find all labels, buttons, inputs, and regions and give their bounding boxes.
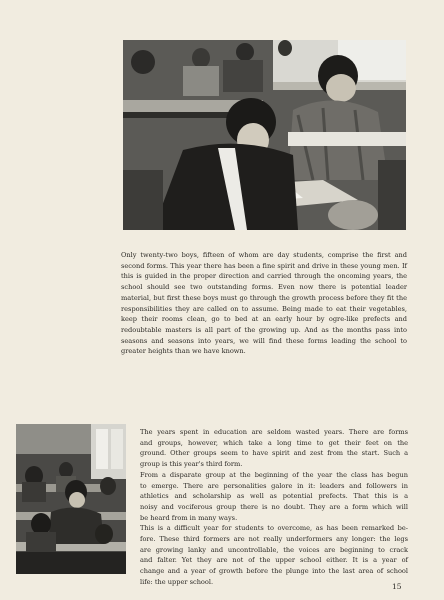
third-form-line: be heard from in many ways. xyxy=(140,513,238,522)
third-form-line: From a disparate group at the beginning of the year the class has begun xyxy=(140,470,408,479)
third-form-line: life: the upper school. xyxy=(140,577,214,586)
third-form-paragraph xyxy=(140,427,408,588)
classroom-exam-photo-image xyxy=(123,40,406,230)
third-form-line: ground. Other groups seem to have spirit and zest from the start. Such a xyxy=(140,449,408,458)
page-number: 15 xyxy=(392,582,402,591)
third-form-line: and groups, however, which take a long time to get their feet on the xyxy=(140,438,408,447)
third-form-line: to emerge. There are personalities galore in it: leaders and followers in xyxy=(140,481,408,490)
third-form-line: athletics and scholarship as well as potential prefects. That this is a xyxy=(140,492,408,501)
third-form-line: change and a year of growth before the plunge into the last area of school xyxy=(140,567,408,576)
third-form-line: and falter. Yet they are not of the upper school either. It is a year of xyxy=(140,556,408,565)
classroom-exam-photo xyxy=(123,40,406,230)
third-form-line: group is this year's third form. xyxy=(140,460,243,469)
third-form-classroom-photo xyxy=(16,424,126,574)
third-form-line: noisy and vociferous group there is no doubt. They are a form which will xyxy=(140,502,408,511)
third-form-line: The years spent in education are seldom wasted years. There are forms xyxy=(140,428,408,436)
third-form-classroom-photo-image xyxy=(16,424,126,574)
third-form-line: This is a difficult year for students to overcome, as has been remarked be- xyxy=(140,524,408,533)
third-form-line: fore. These third formers are not really underformers any longer: the legs xyxy=(140,535,408,544)
first-second-forms-paragraph: Only twenty-two boys, fifteen of whom are day students, comprise the first and second forms. This year there has been a fine spirit and drive in these young men. If this is guided in the proper direction and carried through the oncoming years, the school should see two outstanding forms. Even now there is potential leader material, but first these boys must go through the growth process before they fit the responsibilities they are called on to assume. Being made to eat their vegetables, keep their rooms clean, go to bed at an early hour by ogre-like prefects and redoubtable masters is all part of the growing up. And as the months pass into seasons and seasons into years, we will find these forms leading the school to greater heights than we have known. xyxy=(121,251,407,356)
third-form-line: are growing lanky and uncontrollable, the voices are beginning to crack xyxy=(140,545,408,554)
